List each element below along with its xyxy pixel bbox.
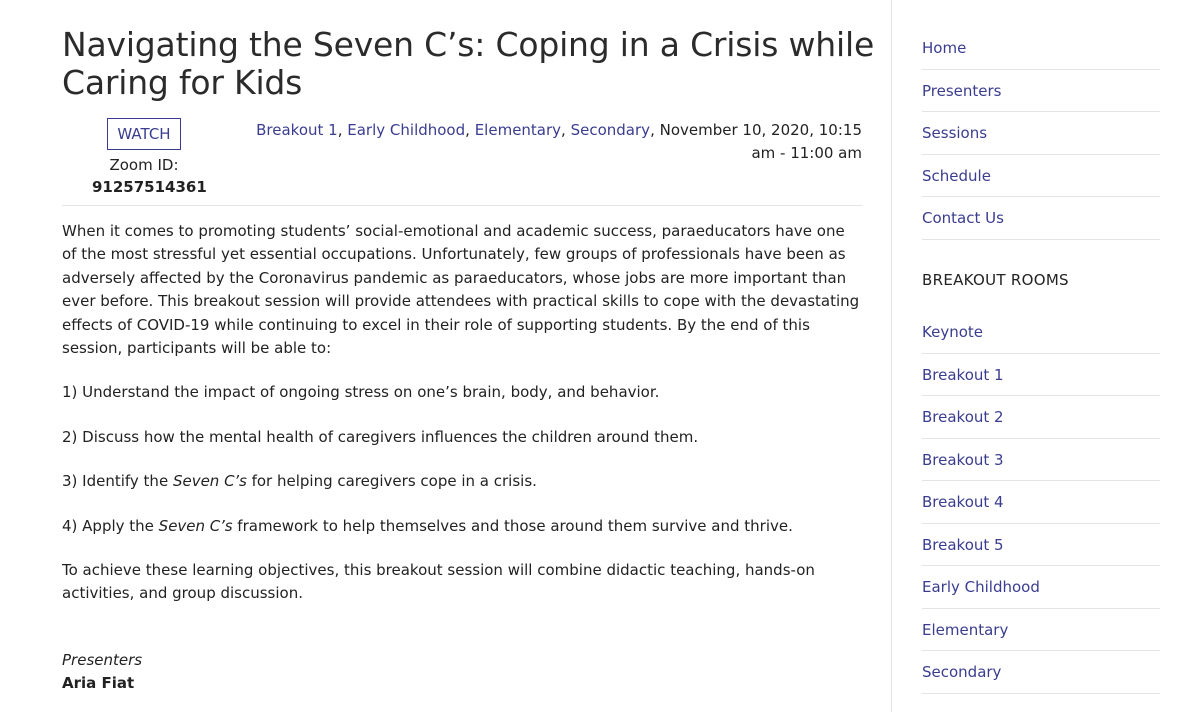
- objective-3-post: for helping caregivers cope in a crisis.: [246, 472, 537, 491]
- session-meta: [234, 119, 862, 165]
- objective-4-pre: 4) Apply the: [62, 516, 159, 535]
- separator: ,: [337, 121, 343, 139]
- presenters-block: [62, 649, 142, 695]
- presenter-name: Aria Fiat: [62, 674, 135, 692]
- objective-4-emphasis: Seven C’s: [158, 516, 233, 535]
- room-item-early-childhood[interactable]: Early Childhood: [922, 566, 1160, 609]
- separator: ,: [650, 121, 655, 139]
- objective-3: [62, 470, 862, 493]
- closing-paragraph: To achieve these learning objectives, this breakout session will combine didactic teaching, hands-on activities, and group discussion.: [62, 561, 815, 603]
- category-link-early-childhood[interactable]: Early Childhood: [347, 121, 466, 139]
- zoom-id: 91257514361: [92, 178, 207, 196]
- main-nav: [922, 27, 1160, 240]
- room-item-keynote[interactable]: Keynote: [922, 311, 1160, 354]
- watch-button[interactable]: WATCH: [107, 118, 180, 150]
- room-item-elementary[interactable]: Elementary: [922, 609, 1160, 652]
- category-link-breakout-1[interactable]: Breakout 1: [256, 121, 338, 139]
- sidebar-divider: [891, 0, 892, 712]
- nav-item-home[interactable]: Home: [922, 27, 1160, 70]
- objective-4-post: framework to help themselves and those around them survive and thrive.: [232, 516, 793, 535]
- objective-4: [62, 515, 862, 538]
- room-item-breakout-1[interactable]: Breakout 1: [922, 354, 1160, 397]
- zoom-label: Zoom ID:: [109, 156, 179, 174]
- objective-1: 1) Understand the impact of ongoing stress on one’s brain, body, and behavior.: [62, 383, 660, 402]
- separator: ,: [561, 121, 566, 139]
- session-datetime: November 10, 2020, 10:15 am - 11:00 am: [659, 121, 862, 162]
- category-link-elementary[interactable]: Elementary: [474, 121, 562, 139]
- session-description: [62, 220, 862, 627]
- objective-3-pre: 3) Identify the: [62, 472, 173, 491]
- room-item-breakout-2[interactable]: Breakout 2: [922, 396, 1160, 439]
- presenters-label: Presenters: [62, 651, 143, 669]
- separator: ,: [465, 121, 470, 139]
- divider: [62, 205, 862, 206]
- objective-2: 2) Discuss how the mental health of caregivers influences the children around them.: [62, 427, 699, 446]
- page-title: Navigating the Seven C’s: Coping in a Crisis while Caring for Kids: [62, 25, 875, 102]
- watch-block: [92, 118, 207, 198]
- nav-item-sessions[interactable]: Sessions: [922, 112, 1160, 155]
- intro-paragraph: When it comes to promoting students’ social-emotional and academic success, paraeducators have one of the most stressful yet essential occupations. Unfortunately, few groups of professionals have been as adversely affected by the Coronavirus pandemic as paraeducators, whose jobs are more important than ever before. This breakout session will provide attendees with practical skills to cope with the devastating effects of COVID-19 while continuing to excel in their role of supporting students. By the end of this session, participants will be able to:: [62, 222, 860, 358]
- nav-item-presenters[interactable]: Presenters: [922, 70, 1160, 113]
- breakout-rooms-heading: BREAKOUT ROOMS: [922, 271, 1069, 289]
- room-item-secondary[interactable]: Secondary: [922, 651, 1160, 694]
- room-item-breakout-5[interactable]: Breakout 5: [922, 524, 1160, 567]
- nav-item-contact-us[interactable]: Contact Us: [922, 197, 1160, 240]
- room-item-breakout-3[interactable]: Breakout 3: [922, 439, 1160, 482]
- room-item-breakout-4[interactable]: Breakout 4: [922, 481, 1160, 524]
- category-link-secondary[interactable]: Secondary: [570, 121, 651, 139]
- breakout-rooms-nav: [922, 311, 1160, 694]
- nav-item-schedule[interactable]: Schedule: [922, 155, 1160, 198]
- objective-3-emphasis: Seven C’s: [172, 472, 247, 491]
